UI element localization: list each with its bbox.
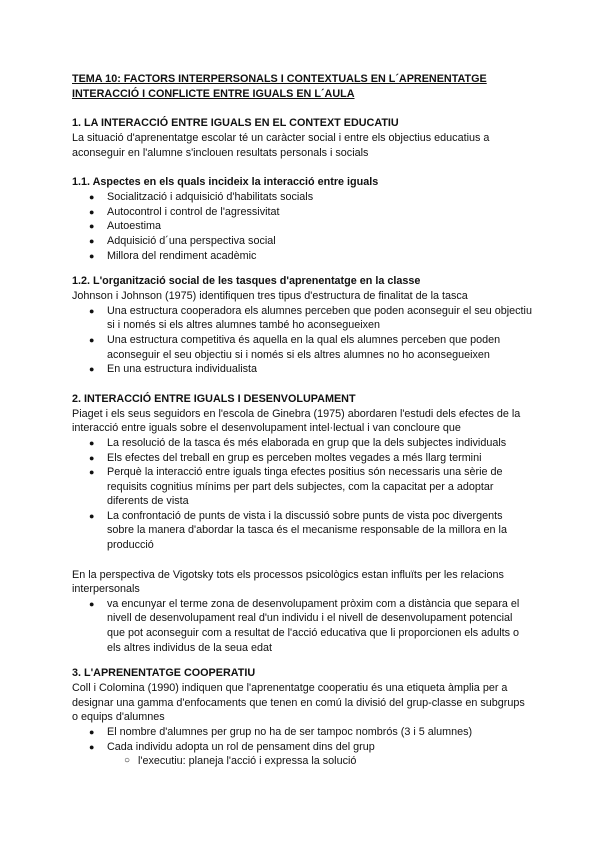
hollow-bullet-icon: ○ — [124, 755, 131, 767]
list-item: ● va encunyar el terme zona de desenvolupament pròxim com a distància que separa el nivell de desenvolupament real d'un individu i el nivell de desenvolupament potencial que pot aconseguir com a resultat de l'acció educativa que li proporcionen els adults o els altres individus de la seua edat — [89, 597, 520, 654]
section-3-list — [72, 725, 532, 769]
section-1-text: La situació d'aprenentatge escolar té un caràcter social i entre els objectius educatius a aconseguir en l'alumne s'inclouen resultats personals i socials — [72, 132, 490, 159]
list-item: ● Autocontrol i control de l'agressivitat — [89, 205, 280, 218]
sub-list-item: ○ l'executiu: planeja l'acció i expressa la solució — [124, 755, 357, 768]
bullet-icon: ● — [89, 206, 95, 217]
list-item: ● Una estructura cooperadora els alumnes perceben que poden aconseguir el seu objectiu si i només si els altres alumnes també ho aconsegueixen — [89, 304, 532, 332]
title-line-2: INTERACCIÓ I CONFLICTE ENTRE IGUALS EN L´AULA — [72, 88, 355, 100]
section-1-2-list — [72, 304, 532, 377]
section-1-2-text: Johnson i Johnson (1975) identifiquen tres tipus d'estructura de finalitat de la tasca — [72, 290, 468, 303]
list-item: ● Els efectes del treball en grup es perceben moltes vegades a més llarg termini — [89, 451, 482, 464]
bullet-icon: ● — [89, 510, 95, 521]
bullet-icon: ● — [89, 235, 95, 246]
section-1-heading: 1. LA INTERACCIÓ ENTRE IGUALS EN EL CONTEXT EDUCATIU — [72, 117, 399, 129]
bullet-icon: ● — [89, 221, 95, 232]
bullet-icon: ● — [89, 334, 95, 345]
list-item: ● Autoestima — [89, 220, 162, 233]
bullet-icon: ● — [89, 727, 95, 737]
bullet-icon: ● — [89, 437, 95, 448]
bullet-icon: ● — [89, 192, 95, 203]
list-item: ● Millora del rendiment acadèmic — [89, 249, 257, 262]
document-page — [72, 72, 532, 769]
section-2-list-vigotsky — [72, 597, 532, 655]
section-2-text: Piaget i els seus seguidors en l'escola de Ginebra (1975) abordaren l'estudi dels efectes de la interacció entre iguals sobre el desenvolupament intel·lectual i van concloure que — [72, 407, 521, 435]
section-3-heading: 3. L'APRENENTATGE COOPERATIU — [72, 667, 256, 680]
list-item: ● La confrontació de punts de vista i la discussió sobre punts de vista poc divergents sobre la manera d'abordar la tasca és el mecanisme responsable de la millora en la producció — [89, 509, 507, 552]
section-3-text: Coll i Colomina (1990) indiquen que l'aprenentatge cooperatiu és una etiqueta àmplia per a designar una gamma d'enfocaments que tenen en comú la divisió del grup-classe en subgrups o equips d'alumnes — [72, 682, 525, 724]
list-item: ● Una estructura competitiva és aquella en la qual els alumnes perceben que poden aconseguir el seu objectiu si i només si els altres alumnes no ho aconsegueixen — [89, 333, 501, 361]
bullet-icon: ● — [89, 598, 95, 609]
section-1-1-list — [72, 190, 532, 263]
list-item: ● Adquisició d´una perspectiva social — [89, 234, 276, 247]
bullet-icon: ● — [89, 250, 95, 261]
document-title — [72, 72, 532, 102]
section-1-2-heading: 1.2. L'organització social de les tasques d'aprenentatge en la classe — [72, 275, 421, 288]
list-item: ● En una estructura individualista — [89, 363, 258, 376]
list-item: ● Socialització i adquisició d'habilitats socials — [89, 191, 314, 204]
section-2-text-vigotsky: En la perspectiva de Vigotsky tots els processos psicològics estan influïts per les relacions interpersonals — [72, 568, 504, 596]
bullet-icon: ● — [89, 364, 95, 375]
bullet-icon: ● — [89, 467, 95, 478]
section-2-list — [72, 436, 532, 553]
list-item: ● Perquè la interacció entre iguals tinga efectes positius són necessaris una sèrie de requisits cognitius mínims per part dels subjectes, com la capacitat per a adoptar diferents de vista — [89, 466, 503, 508]
bullet-icon: ● — [89, 305, 95, 316]
list-item: ● Cada individu adopta un rol de pensament dins del grup — [89, 740, 375, 753]
list-item: ● La resolució de la tasca és més elaborada en grup que la dels subjectes individuals — [89, 436, 507, 449]
title-line-1: TEMA 10: FACTORS INTERPERSONALS I CONTEXTUALS EN L´APRENENTATGE — [72, 73, 487, 85]
bullet-icon: ● — [89, 452, 95, 463]
section-1-1-heading: 1.1. Aspectes en els quals incideix la interacció entre iguals — [72, 176, 379, 189]
list-item: ● El nombre d'alumnes per grup no ha de ser tampoc nombrós (3 i 5 alumnes) — [89, 726, 473, 738]
bullet-icon: ● — [89, 741, 95, 752]
section-2-heading: 2. INTERACCIÓ ENTRE IGUALS I DESENVOLUPAMENT — [72, 392, 356, 405]
